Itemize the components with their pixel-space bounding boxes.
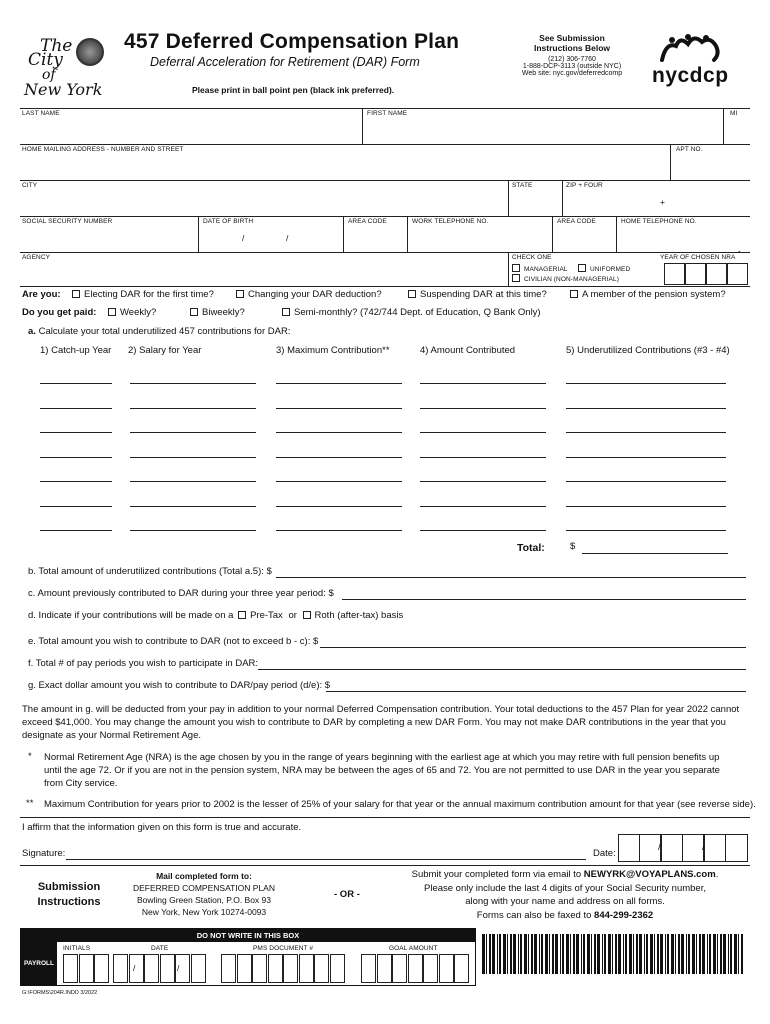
barcode-bar [741,934,743,974]
logo-text-the: The [40,36,73,56]
nycdcp-figures-icon [658,34,722,64]
form-title: 457 Deferred Compensation Plan [124,30,460,53]
line-g-label: g. Exact dollar amount you wish to contribute to DAR/pay period (d/e): $ [28,680,331,691]
submission-heading [34,880,104,910]
barcode-bar [654,934,655,974]
barcode-bar [629,934,632,974]
underutilized-input[interactable] [566,432,726,433]
max-contribution-input[interactable] [276,457,402,458]
email-line-1: Submit your completed form via email to [411,869,582,880]
barcode-bar [699,934,701,974]
home-phone-label: HOME TELEPHONE NO. [621,218,697,225]
barcode-bar [482,934,485,974]
barcode-bar [734,934,737,974]
date-slash-2: / [702,842,705,853]
office-date-cell [113,954,128,983]
mail-line-1: DEFERRED COMPENSATION PLAN [132,883,275,893]
goal-amount-cell [361,954,376,983]
first-name-input[interactable] [364,120,721,142]
catchup-year-input[interactable] [40,432,112,433]
zip-label: ZIP + FOUR [566,182,603,189]
barcode-bar [562,934,564,974]
are-you-label: Are you: [22,289,61,300]
catchup-year-input[interactable] [40,457,112,458]
roth-label: Roth (after-tax) basis [314,610,404,621]
home-phone-input[interactable] [618,228,749,250]
total-dollar-sign: $ [570,541,576,552]
logo-text-newyork: New York [24,80,103,99]
payroll-label: PAYROLL [21,942,57,985]
amount-contributed-input[interactable] [420,530,546,531]
last-name-input[interactable] [22,120,360,142]
barcode-bar [650,934,653,974]
goal-amount-cell [392,954,407,983]
barcode-bar [738,934,739,974]
max-contribution-input[interactable] [276,408,402,409]
initials-cell [79,954,94,983]
logo-text-of: of [42,67,56,83]
barcode-bar [671,934,674,974]
barcode-bar [497,934,498,974]
barcode-icon [480,934,746,974]
submission-heading-2: Instructions [37,896,101,908]
roth-checkbox[interactable] [303,611,311,619]
managerial-checkbox[interactable] [512,264,520,272]
logo-text-city: City [28,50,63,70]
email-block: Submit your completed form via email to NEWYRK@VOYAPLANS.com. Please only include the last 4 digits of your Social Security number, along with your name and address on all forms. Forms can also be faxed to 844-299-2362 [400,868,730,922]
see-submission: See Submission [539,33,605,43]
amount-contributed-input[interactable] [420,481,546,482]
affirm-text: I affirm that the information given on this form is true and accurate. [22,822,302,833]
barcode-bar [717,934,718,974]
barcode-bar [660,934,663,974]
barcode-bar [696,934,697,974]
amount-contributed-input[interactable] [420,457,546,458]
civilian-checkbox[interactable] [512,274,520,282]
barcode-bar [657,934,659,974]
office-date-slash-2: / [177,963,180,973]
note-1-mark: * [28,751,32,762]
goal-amount-cell [439,954,454,983]
main-paragraph: The amount in g. will be deducted from your pay in addition to your normal Deferred Compensation contribution. Your total deductions to the 457 Plan for year 2022 cannot exceed $41,000. You may change the amount you wish to contribute to DAR by completing a new DAR Form. You may not make DAR contributions in the year that you designate as your Normal Retirement Age. [22,704,740,741]
barcode-bar [639,934,642,974]
fax-label: Forms can also be faxed to [476,909,592,921]
barcode-bar [581,934,582,974]
barcode-bar [528,934,529,974]
changing-checkbox[interactable] [236,290,244,298]
goal-amount-cell [377,954,392,983]
barcode-bar [545,934,548,974]
civilian-option[interactable]: CIVILIAN (NON-MANAGERIAL) [512,274,619,283]
pms-document-label: PMS DOCUMENT # [253,945,314,952]
signature-label: Signature: [22,848,66,859]
barcode-bar [555,934,558,974]
barcode-bar [713,934,716,974]
underutilized-input[interactable] [566,408,726,409]
goal-amount-cell [408,954,423,983]
barcode-bar [499,934,501,974]
barcode-bar [681,934,684,974]
paid-label: Do you get paid: [22,307,97,318]
form-subtitle: Deferral Acceleration for Retirement (DAR) Form [150,55,420,69]
catchup-year-input[interactable] [40,481,112,482]
barcode-bar [507,934,508,974]
biweekly-option[interactable]: Biweekly? [190,307,245,318]
dob-label: DATE OF BIRTH [203,218,254,225]
uniformed-option[interactable]: UNIFORMED [578,264,630,273]
barcode-bar [728,934,729,974]
barcode-bar [723,934,726,974]
mi-input[interactable] [725,120,749,142]
barcode-bar [492,934,495,974]
phone-outside: 1-888-DCP-3113 (outside NYC) [522,63,622,70]
barcode-bar [587,934,590,974]
office-date-cell [160,954,175,983]
zip-plus-sign: + [660,197,665,207]
website: Web site: nyc.gov/deferredcomp [521,70,623,77]
line-e-input[interactable] [320,647,746,648]
email-line-2: Please only include the last 4 digits of your Social Security number, [424,882,706,894]
barcode-bar [644,934,645,974]
line-e-label: e. Total amount you wish to contribute to DAR (not to exceed b - c): $ [28,636,319,647]
section-a-heading [28,326,290,337]
amount-contributed-input[interactable] [420,432,546,433]
pms-document-cell [314,954,329,983]
mail-block [126,870,282,918]
mail-heading: Mail completed form to: [156,871,252,881]
max-contribution-input[interactable] [276,432,402,433]
managerial-option[interactable]: MANAGERIAL [512,264,568,273]
email-line-3: along with your name and address on all forms. [465,896,665,907]
barcode-bar [539,934,540,974]
section-a-text: Calculate your total underutilized 457 contributions for DAR: [38,326,291,337]
barcode-bar [594,934,596,974]
line-d-label: d. Indicate if your contributions will be made on a [28,610,234,621]
barcode-bar [646,934,648,974]
or-separator: - OR - [334,889,360,900]
barcode-bar [560,934,561,974]
weekly-checkbox[interactable] [108,308,116,316]
salary-input[interactable] [130,457,256,458]
note-1-text: Normal Retirement Age (NRA) is the age chosen by you in the range of years beginning with the earliest age at which you may retire with full pension benefits up until the age 72. Or if you are not in the pension system, NRA may be between the ages of 65 and 72. You are not permitted to use DAR in the year you separate from City service. [44,752,720,789]
suspending-option[interactable]: Suspending DAR at this time? [408,289,547,300]
office-date-label: DATE [151,945,169,952]
office-use-box [20,928,476,986]
fax-number: 844-299-2362 [594,909,654,921]
dob-slash-1: / [242,233,245,243]
pms-document-cell [283,954,298,983]
ssn-input[interactable] [22,228,196,250]
barcode-bar [707,934,708,974]
barcode-bar [675,934,676,974]
barcode-bar [686,934,687,974]
total-input[interactable] [582,553,728,554]
office-date-cell [129,954,144,983]
uniformed-checkbox[interactable] [578,264,586,272]
line-c-input[interactable] [342,599,746,600]
goal-amount-cell [454,954,469,983]
barcode-bar [552,934,554,974]
barcode-bar [665,934,666,974]
salary-input[interactable] [130,506,256,507]
barcode-bar [702,934,705,974]
goal-amount-label: GOAL AMOUNT [389,945,438,952]
max-contribution-input[interactable] [276,481,402,482]
barcode-bar [513,934,516,974]
barcode [480,934,746,974]
barcode-bar [597,934,600,974]
pms-document-cell [268,954,283,983]
first-name-label: FIRST NAME [367,110,408,117]
office-box-title: DO NOT WRITE IN THIS BOX [21,929,475,942]
barcode-bar [570,934,571,974]
pms-document-cell [237,954,252,983]
phone-local: (212) 306-7760 [548,56,596,63]
last-name-label: LAST NAME [22,110,60,117]
year-nra-label: YEAR OF CHOSEN NRA [660,254,736,261]
electing-checkbox[interactable] [72,290,80,298]
city-input[interactable] [22,192,506,214]
work-phone-input[interactable] [409,228,550,250]
col-max-contribution: 3) Maximum Contribution** [276,345,390,356]
line-f-label: f. Total # of pay periods you wish to participate in DAR: [28,658,259,669]
electing-option[interactable]: Electing DAR for the first time? [72,289,214,300]
barcode-bar [534,934,537,974]
barcode-bar [709,934,711,974]
barcode-bar [549,934,550,974]
pms-document-cell [330,954,345,983]
barcode-bar [518,934,519,974]
salary-input[interactable] [130,530,256,531]
max-contribution-input[interactable] [276,506,402,507]
barcode-bar [730,934,732,974]
footer-code: G:\FORMS\204R.INDD 3/2022 [22,990,98,996]
barcode-bar [618,934,621,974]
line-g-input[interactable] [326,691,746,692]
year-nra-input[interactable] [664,263,748,285]
pms-document-cell [221,954,236,983]
submission-heading-1: Submission [37,881,101,893]
apt-no-input[interactable] [672,156,749,178]
underutilized-input[interactable] [566,506,726,507]
line-f-input[interactable] [258,669,746,670]
contact-block [508,33,636,77]
city-label: CITY [22,182,38,189]
semimonthly-option[interactable]: Semi-monthly? (742/744 Dept. of Education, Q Bank Only) [282,307,541,318]
amount-contributed-input[interactable] [420,506,546,507]
barcode-bar [678,934,680,974]
office-date-cell [191,954,206,983]
mi-label: MI [730,110,738,117]
col-amount-contributed: 4) Amount Contributed [420,345,516,356]
biweekly-checkbox[interactable] [190,308,198,316]
pretax-checkbox[interactable] [238,611,246,619]
office-date-slash-1: / [133,963,136,973]
barcode-bar [583,934,585,974]
barcode-bar [667,934,669,974]
barcode-bar [591,934,592,974]
weekly-option[interactable]: Weekly? [108,307,156,318]
col-underutilized: 5) Underutilized Contributions (#3 - #4) [566,345,730,356]
underutilized-input[interactable] [566,530,726,531]
dob-slash-2: / [286,233,289,243]
work-phone-label: WORK TELEPHONE NO. [412,218,489,225]
note-2-text: Maximum Contribution for years prior to 2002 is the lesser of 25% of your salary for that year or the annual maximum contribution amount for that year (see reverse side). [44,799,756,810]
barcode-bar [692,934,695,974]
home-address-label: HOME MAILING ADDRESS - NUMBER AND STREET [22,146,184,153]
mail-line-2: Bowling Green Station, P.O. Box 93 [136,895,272,905]
area-code-home-input[interactable] [554,228,614,250]
max-contribution-input[interactable] [276,530,402,531]
barcode-bar [623,934,624,974]
barcode-bar [541,934,543,974]
catchup-year-input[interactable] [40,506,112,507]
state-input[interactable] [510,192,560,214]
pms-document-cell [299,954,314,983]
barcode-bar [608,934,611,974]
line-b-label: b. Total amount of underutilized contributions (Total a.5): $ [28,566,272,577]
amount-contributed-input[interactable] [420,383,546,384]
pension-member-checkbox[interactable] [570,290,578,298]
max-contribution-input[interactable] [276,383,402,384]
barcode-bar [486,934,487,974]
state-label: STATE [512,182,533,189]
pension-member-option[interactable]: A member of the pension system? [570,289,726,300]
date-input[interactable] [618,834,748,862]
signature-input[interactable] [66,859,586,860]
barcode-bar [520,934,522,974]
home-address-input[interactable] [22,156,668,178]
agency-label: AGENCY [22,254,51,261]
barcode-bar [503,934,506,974]
barcode-bar [531,934,533,974]
barcode-bar [604,934,606,974]
salary-input[interactable] [130,408,256,409]
date-slash-1: / [658,842,661,853]
print-note: Please print in ball point pen (black ink preferred). [192,85,395,95]
check-one-label: CHECK ONE [512,254,552,261]
catchup-year-input[interactable] [40,408,112,409]
line-c-label: c. Amount previously contributed to DAR during your three year period: $ [28,588,334,599]
office-date-cell [144,954,159,983]
col-salary: 2) Salary for Year [128,345,202,356]
catchup-year-input[interactable] [40,530,112,531]
col-catchup-year: 1) Catch-up Year [40,345,112,356]
ssn-label: SOCIAL SECURITY NUMBER [22,218,113,225]
initials-cell [94,954,109,983]
barcode-bar [602,934,603,974]
email-address-link[interactable]: NEWYRK@VOYAPLANS.com [583,869,716,880]
mail-line-3: New York, New York 10274-0093 [141,907,267,917]
initials-cell [63,954,78,983]
semimonthly-checkbox[interactable] [282,308,290,316]
barcode-bar [573,934,575,974]
catchup-year-input[interactable] [40,383,112,384]
barcode-bar [576,934,579,974]
area-code-work-input[interactable] [345,228,405,250]
line-d [28,610,403,621]
line-d-or: or [288,610,297,621]
initials-label: INITIALS [63,945,91,952]
pretax-label: Pre-Tax [250,610,283,621]
amount-contributed-input[interactable] [420,408,546,409]
goal-amount-cell [423,954,438,983]
suspending-checkbox[interactable] [408,290,416,298]
salary-input[interactable] [130,432,256,433]
changing-option[interactable]: Changing your DAR deduction? [236,289,382,300]
barcode-bar [612,934,613,974]
apt-no-label: APT NO. [676,146,703,153]
barcode-bar [524,934,527,974]
underutilized-input[interactable] [566,383,726,384]
barcode-bar [615,934,617,974]
city-seal-icon [76,38,104,66]
barcode-bar [688,934,690,974]
section-a-letter: a. [28,326,36,337]
barcode-bar [510,934,512,974]
underutilized-input[interactable] [566,481,726,482]
dob-input[interactable] [200,228,341,250]
zip-input[interactable] [564,192,750,214]
date-label: Date: [593,848,616,859]
barcode-bar [720,934,722,974]
salary-input[interactable] [130,481,256,482]
barcode-bar [636,934,638,974]
city-logo [22,36,102,100]
barcode-bar [625,934,627,974]
agency-input[interactable] [22,264,502,284]
pms-document-cell [252,954,267,983]
line-b-input[interactable] [276,577,746,578]
underutilized-input[interactable] [566,457,726,458]
salary-input[interactable] [130,383,256,384]
area-code-work-label: AREA CODE [348,218,387,225]
note-2-mark: ** [26,798,34,809]
barcode-bar [566,934,569,974]
instructions-below: Instructions Below [533,43,611,53]
nycdcp-logo [648,34,728,94]
barcode-bar [633,934,634,974]
brand-text: nycdcp [652,64,729,87]
area-code-home-label: AREA CODE [557,218,596,225]
nra-asterisk: * [738,250,741,257]
barcode-bar [489,934,491,974]
total-label: Total: [517,542,545,554]
